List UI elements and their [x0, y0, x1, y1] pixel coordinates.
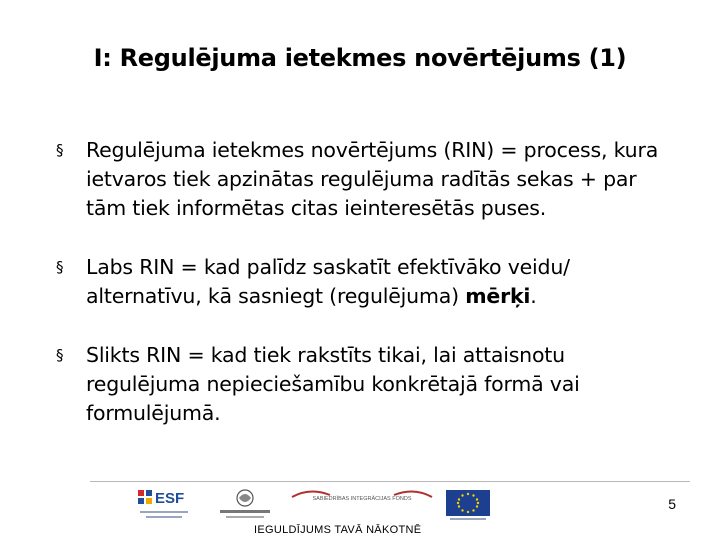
bullet-item	[56, 341, 680, 428]
eu-flag-logo	[444, 488, 492, 522]
sif-logo	[290, 487, 434, 505]
sif-logo-text: SABIEDRĪBAS INTEGRĀCIJAS FONDS	[312, 496, 412, 502]
bullet-text: Labs RIN = kad palīdz saskatīt efektīvāko veidu/ alternatīvu, kā sasniegt (regulējuma)	[86, 255, 570, 308]
bullet-item	[56, 136, 680, 223]
bullet-text-end: .	[530, 284, 537, 308]
bullet-bold-text: mērķi	[465, 284, 531, 308]
emblem-logo	[206, 486, 284, 524]
page-number: 5	[668, 496, 676, 512]
bullet-marker: §	[56, 258, 64, 276]
esf-logo-text: ESF	[155, 490, 185, 507]
slide-title: I: Regulējuma ietekmes novērtējums (1)	[93, 44, 627, 72]
esf-logo	[136, 487, 194, 523]
bullet-marker: §	[56, 346, 64, 364]
bullet-item	[56, 253, 680, 311]
bullet-list	[56, 136, 680, 458]
bullet-marker: §	[56, 141, 64, 159]
footer-tagline: IEGULDĪJUMS TAVĀ NĀKOTNĒ	[254, 524, 422, 536]
bullet-text: Slikts RIN = kad tiek rakstīts tikai, lai attaisnotu regulējuma nepieciešamību konkrētajā formā vai formulējumā.	[86, 343, 580, 425]
footer-divider	[90, 481, 690, 482]
bullet-text: Regulējuma ietekmes novērtējums (RIN) = process, kura ietvaros tiek apzinātas regulējuma radītās sekas + par tām tiek informētas citas ieinteresētās puses.	[86, 138, 659, 220]
